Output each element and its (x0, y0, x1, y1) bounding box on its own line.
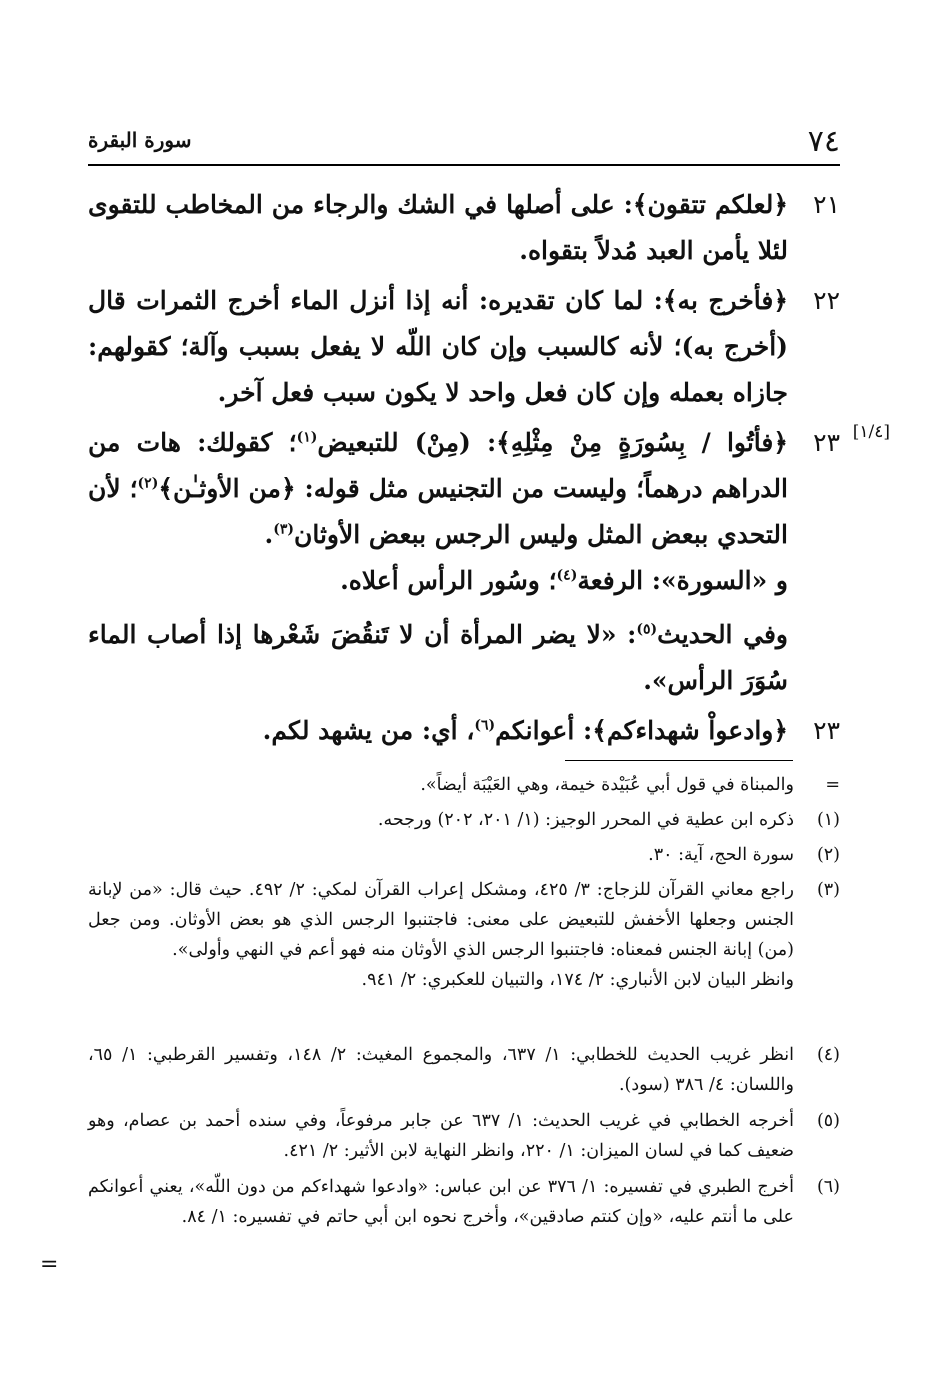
footnote-ref[interactable]: (١) (296, 429, 318, 446)
verse-number: ٢٢ (813, 286, 840, 315)
footnote-ref[interactable]: (٥) (636, 621, 658, 638)
text-segment: ؛ لأن التحدي ببعض المثل وليس الرجس ببعض الأوثان (88, 474, 788, 549)
footnote-4 (88, 1040, 840, 1100)
footnote-number: (٤) (816, 1045, 840, 1065)
text-segment: و «السورة»: الرفعة (577, 566, 788, 595)
text-segment: . (264, 520, 274, 549)
text-segment: وفي الحديث (657, 620, 788, 649)
footnote-text: والمبناة في قول أبي عُبَيْدة خيمة، وهي العَيْبَة أيضاً». (420, 775, 794, 795)
verse-text: ﴿فأخرج به﴾: لما كان تقديره: أنه إذا أنزل الماء أخرج الثمرات قال (أخرج به)؛ لأنه كالسبب وإن كان اللّه لا يفعل بسبب وآلة؛ كقولهم: جازاه بعمله وإن كان فعل واحد لا يكون سبب فعل آخر. (88, 286, 788, 407)
text-segment: ﴿فأتُوا / بِسُورَةٍ مِنْ مِثْلِهِ﴾: (مِنْ) للتبعيض (317, 428, 788, 457)
footnote-text: سورة الحج، آية: ٣٠. (648, 845, 794, 865)
footnote-6 (88, 1172, 840, 1232)
verse-22-commentary (88, 278, 840, 416)
footnote-number: (٢) (816, 845, 840, 865)
footnote-text: راجع معاني القرآن للزجاج: ٣/ ٤٢٥، ومشكل إعراب القرآن لمكي: ٢/ ٤٩٢. حيث قال: «من لإبانة الجنس وجعلها الأخفش للتبعيض على معنى: فاجتنبوا الرجس الذي هو بعض الأوثان. ومن جعل (من) إبانة الجنس فمعناه: فاجتنبوا الرجس الذي الأوثان منه فهو أعم في النهي وأولى». (88, 880, 795, 960)
footnote-2 (88, 840, 840, 870)
footnote-extra: وانظر البيان لابن الأنباري: ٢/ ١٧٤، والتبيان للعكبري: ٢/ ٩٤١. (361, 970, 794, 990)
text-segment: ؛ كقولك: هات من الدراهم درهماً؛ وليست من التجنيس مثل قوله: ﴿من الأوثـٰن﴾ (88, 428, 788, 503)
footnote-ref[interactable]: (٢) (137, 475, 159, 492)
subparagraph-hadith (88, 612, 788, 704)
text-segment: ﴿وادعواْ شهداءكم﴾: أعوانكم (495, 716, 788, 745)
header-divider (88, 164, 840, 166)
verse-number: ٢٣ (813, 428, 840, 457)
footnote-ref[interactable]: (٦) (474, 717, 496, 734)
footnote-3 (88, 875, 840, 995)
page-number: ٧٤ (807, 124, 840, 159)
continuation-mark: = (40, 1252, 59, 1277)
footnote-5 (88, 1106, 840, 1166)
footnote-text: أخرج الطبري في تفسيره: ١/ ٣٧٦ عن ابن عباس: «وادعوا شهداءكم من دون اللّه»، يعني أعوانكم على ما أنتم عليه، «وإن كنتم صادقين»، وأخرج نحوه ابن أبي حاتم في تفسيره: ١/ ٨٤. (88, 1177, 794, 1227)
footnote-continued (88, 770, 840, 800)
footnote-text: ذكره ابن عطية في المحرر الوجيز: (١/ ٢٠١، ٢٠٢) ورجحه. (377, 810, 794, 830)
verse-text: ﴿لعلكم تتقون﴾: على أصلها في الشك والرجاء من المخاطب للتقوى لئلا يأمن العبد مُدلاً بتقواه. (88, 190, 788, 265)
text-segment: ؛ وسُور الرأس أعلاه. (340, 566, 557, 595)
verse-text (88, 420, 788, 558)
manuscript-folio-marker: [١/٤] (852, 422, 890, 442)
footnote-number: (٥) (816, 1111, 840, 1131)
surah-title: سورة البقرة (88, 128, 192, 152)
text-segment: ، أي: من يشهد لكم. (262, 716, 475, 745)
text-segment: : «لا يضر المرأة أن لا تَنقُضَ شَعْرها إذا أصاب الماء سُوَرَ الرأس». (88, 620, 788, 695)
footnote-number: (٦) (816, 1177, 840, 1197)
footnote-ref[interactable]: (٣) (273, 521, 294, 538)
footnote-number: = (825, 775, 840, 795)
footnote-1 (88, 805, 840, 835)
footnote-number: (١) (816, 810, 840, 830)
verse-text (88, 708, 788, 754)
footnote-text: انظر غريب الحديث للخطابي: ١/ ٦٣٧، والمجموع المغيث: ٢/ ١٤٨، وتفسير القرطبي: ١/ ٦٥، واللسان: ٤/ ٣٨٦ (سود). (88, 1045, 794, 1095)
footnote-number: (٣) (816, 880, 840, 900)
subparagraph-surah-meaning (88, 558, 788, 604)
verse-number: ٢١ (813, 190, 840, 219)
footnote-ref[interactable]: (٤) (556, 567, 578, 584)
verse-number: ٢٣ (813, 716, 840, 745)
verse-23-commentary (88, 420, 890, 558)
page-header (88, 118, 840, 158)
verse-23-witnesses-commentary (88, 708, 840, 754)
footnote-text: أخرجه الخطابي في غريب الحديث: ١/ ٦٣٧ عن جابر مرفوعاً، وفي سنده أحمد بن عصام، وهو ضعيف كما في لسان الميزان: ١/ ٢٢٠، وانظر النهاية لابن الأثير: ٢/ ٤٢١. (88, 1111, 794, 1161)
verse-21-commentary (88, 182, 840, 274)
footnote-divider (565, 760, 793, 761)
